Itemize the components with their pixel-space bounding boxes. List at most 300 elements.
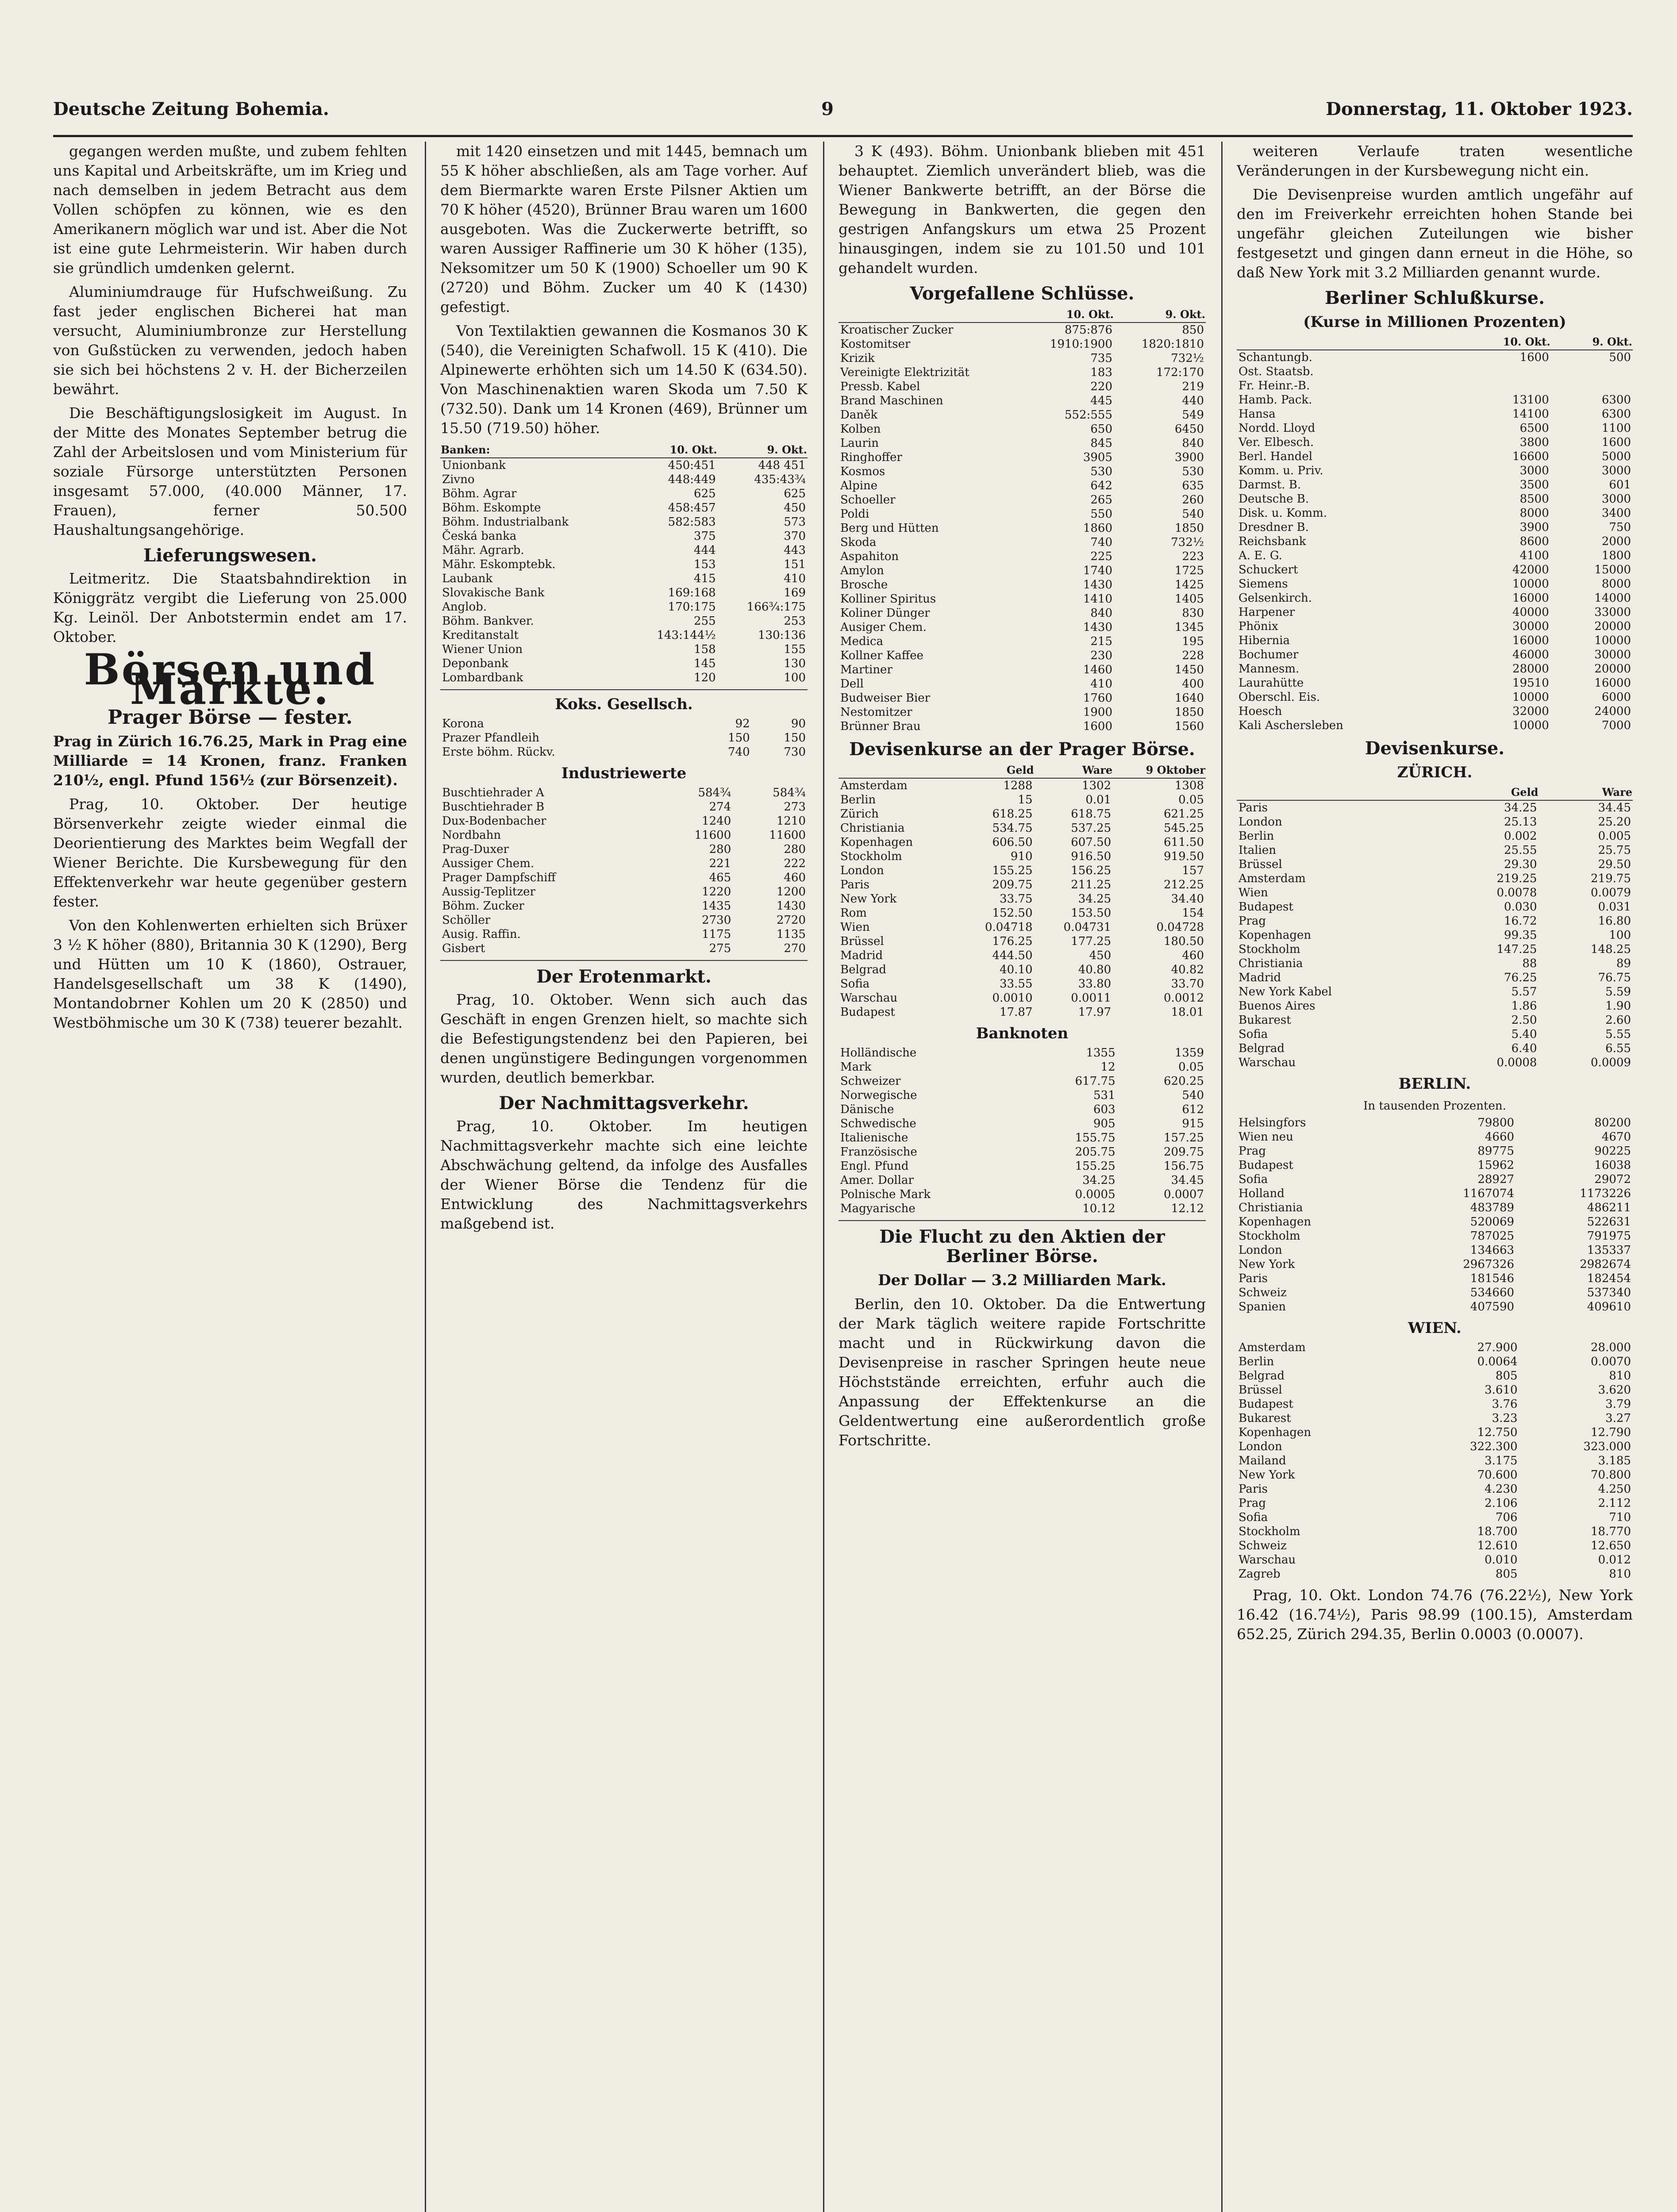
table-cell: 40.80 — [1078, 963, 1112, 976]
column-3 — [838, 142, 1206, 2212]
table-cell: 151 — [784, 558, 806, 571]
row-label: Kopenhagen — [1239, 1426, 1312, 1439]
table-cell: 2.60 — [1605, 1014, 1631, 1027]
table-cell: 12.650 — [1591, 1539, 1631, 1552]
table-cell: 0.002 — [1504, 830, 1537, 843]
row-label: Warschau — [1239, 1553, 1296, 1567]
table-row — [838, 807, 1206, 821]
table-row — [1237, 648, 1633, 662]
row-label: Berlin — [1239, 830, 1274, 843]
table-cell: 12 — [1100, 1060, 1115, 1074]
table-cell: 169 — [784, 586, 806, 599]
row-label: Schweiz — [1239, 1539, 1287, 1552]
table-cell: 17.97 — [1078, 1006, 1112, 1019]
table-row — [838, 963, 1206, 977]
table-cell: 732½ — [1171, 352, 1204, 365]
table-cell: 1435 — [702, 899, 731, 913]
table-cell: 18.700 — [1477, 1525, 1518, 1538]
table-cell: 618.75 — [1071, 807, 1112, 821]
table-cell: 212.25 — [1164, 878, 1204, 891]
table-row — [1237, 435, 1633, 449]
table-cell: 14100 — [1512, 407, 1549, 421]
article-paragraph: mit 1420 einsetzen und mit 1445, bemnach um 55 K höher abschließen, als am Tage vorher. Auf dem Biermarkte waren Erste Pilsner Aktien um 70 K höher (4520), Brünner Brau waren um 1600 ausgeboten. Was die Zuckerwerte betrifft, so waren Aussiger Raffinerie um 30 K höher (135), Neksomitzer um 50 K (1900) Schoeller um 90 K (2720) und Böhm. Zucker um 40 K (1430) gefestigt. — [440, 142, 808, 315]
table-cell: 520069 — [1470, 1215, 1515, 1229]
table-row — [440, 557, 808, 572]
table-cell: 905 — [1093, 1117, 1115, 1130]
table-cell: 611.50 — [1164, 836, 1204, 849]
table-cell: 27.900 — [1477, 1341, 1518, 1354]
table-cell: 28927 — [1477, 1173, 1515, 1186]
row-label: Aussiger Chem. — [442, 857, 535, 870]
table-cell: 157.25 — [1164, 1131, 1204, 1144]
table-cell: 34.45 — [1171, 1174, 1204, 1187]
table-row — [440, 927, 808, 941]
row-label: Darmst. B. — [1239, 478, 1301, 492]
article-paragraph: gegangen werden mußte, und zubem fehlten uns Kapital und Arbeitskräfte, um im Krieg und nach demselben in jedem Betracht aus dem Vollen schöpfen zu können, wie es den Amerikanern möglich war und ist. Aber die Not ist eine gute Lehrmeisterin. Wir haben durch sie gründlich umdenken gelernt. — [53, 142, 407, 276]
table-row — [838, 592, 1206, 606]
row-label: Amer. Dollar — [840, 1174, 914, 1187]
table-cell: 465 — [709, 871, 731, 884]
table-cell: 620.25 — [1164, 1075, 1204, 1088]
row-label: Helsingfors — [1239, 1116, 1306, 1129]
table-cell: 1410 — [1083, 592, 1113, 606]
table-cell: 13100 — [1512, 393, 1549, 407]
table-cell: 40.10 — [1000, 963, 1033, 976]
table-row — [1237, 605, 1633, 619]
table-cell: 6300 — [1601, 393, 1631, 407]
row-label: Hoesch — [1239, 705, 1282, 718]
table-subheading: WIEN. — [1408, 1319, 1462, 1337]
table-cell: 33.70 — [1171, 977, 1204, 991]
table-cell: 5.57 — [1511, 985, 1537, 998]
row-label: Nestomitzer — [840, 706, 912, 719]
row-label: Nordd. Lloyd — [1239, 422, 1315, 435]
row-label: Engl. Pfund — [840, 1160, 909, 1173]
table-row — [1237, 1229, 1633, 1243]
table-cell: 445 — [1090, 394, 1113, 407]
row-label: Dänische — [840, 1103, 894, 1116]
article-paragraph: Prag, 10. Oktober. Wenn sich auch das Geschäft in engen Grenzen hielt, so machte sich die Befestigungstendenz bei den Papieren, bei denen ungünstigere Bedingungen vorgenommen wurden, deutlich bemerkbar. — [440, 991, 808, 1086]
table-row — [838, 649, 1206, 663]
table-row — [1237, 999, 1633, 1013]
table-cell: 549 — [1182, 408, 1204, 422]
table-cell: 10000 — [1512, 577, 1549, 591]
table-cell: 5.59 — [1605, 985, 1631, 998]
table-cell: 24000 — [1594, 705, 1631, 718]
table-cell: 29.50 — [1598, 858, 1631, 871]
row-label: Kollner Kaffee — [840, 649, 924, 662]
row-label: Gelsenkirch. — [1239, 591, 1312, 605]
table-row — [1237, 1041, 1633, 1056]
table-row — [1237, 619, 1633, 634]
table-row — [1237, 1027, 1633, 1041]
table-row — [838, 977, 1206, 991]
row-label: Amylon — [840, 564, 884, 577]
row-label: Wien neu — [1239, 1130, 1293, 1144]
table-row — [1237, 1116, 1633, 1130]
table-cell: 33.55 — [1000, 977, 1033, 991]
row-label: New York Kabel — [1239, 985, 1332, 998]
table-cell: 11600 — [694, 829, 731, 842]
table-row — [1237, 1130, 1633, 1144]
table-cell: 448 451 — [758, 459, 806, 472]
table-cell: 322.300 — [1470, 1440, 1518, 1453]
table-cell: 710 — [1609, 1511, 1631, 1524]
row-label: Budweiser Bier — [840, 691, 931, 705]
table-cell: 2982674 — [1580, 1258, 1631, 1271]
row-label: Deponbank — [442, 657, 508, 670]
table-subheading: Industriewerte — [561, 764, 687, 782]
row-label: Schweizer — [840, 1075, 901, 1088]
row-label: Brosche — [840, 578, 888, 591]
table-row — [838, 1074, 1206, 1088]
table-cell: 0.0008 — [1496, 1056, 1537, 1069]
table-cell: 740 — [728, 745, 750, 759]
row-label: Lombardbank — [442, 671, 523, 684]
table-cell: 1135 — [776, 928, 806, 941]
table-row — [838, 380, 1206, 394]
table-cell: 135337 — [1587, 1244, 1631, 1257]
row-label: Prag-Duxer — [442, 843, 509, 856]
section-heading: Devisenkurse. — [1365, 738, 1505, 759]
table-cell: 1405 — [1174, 592, 1204, 606]
table-cell: 156.25 — [1071, 864, 1112, 877]
section-subheading: (Kurse in Millionen Prozenten) — [1303, 313, 1566, 331]
table-cell — [1551, 379, 1633, 393]
row-label: Buschtiehrader B — [442, 800, 545, 814]
koks-table — [440, 717, 808, 759]
table-cell: 6450 — [1174, 422, 1204, 436]
row-label: Zürich — [840, 807, 879, 821]
table-row — [838, 1202, 1206, 1216]
table-row — [1237, 350, 1633, 365]
table-cell: 4.230 — [1485, 1482, 1518, 1496]
row-label: Rom — [840, 906, 867, 920]
table-cell: 134663 — [1470, 1244, 1515, 1257]
row-label: Stockholm — [840, 850, 902, 863]
table-row — [1237, 662, 1633, 676]
table-row — [440, 814, 808, 828]
table-row — [1237, 1201, 1633, 1215]
table-cell: 153 — [694, 558, 716, 571]
table-cell: 617.75 — [1075, 1075, 1115, 1088]
table-cell: 221 — [709, 857, 731, 870]
row-label: Paris — [1239, 1482, 1268, 1496]
table-cell: 3900 — [1174, 451, 1204, 464]
table-header: Geld — [956, 763, 1035, 778]
table-cell: 120 — [694, 671, 716, 684]
table-cell: 621.25 — [1164, 807, 1204, 821]
table-cell: 3.610 — [1485, 1383, 1518, 1397]
table-row — [1237, 956, 1633, 971]
table-cell: 415 — [694, 572, 716, 585]
row-label: Kolben — [840, 422, 881, 436]
divider — [440, 689, 808, 690]
row-label: Paris — [1239, 1272, 1268, 1285]
table-cell: 1725 — [1174, 564, 1204, 577]
table-cell: 0.05 — [1178, 793, 1204, 806]
table-cell: 3000 — [1601, 464, 1631, 477]
table-row — [1237, 1397, 1633, 1411]
row-label: Ausiger Chem. — [840, 621, 927, 634]
table-row — [1237, 1243, 1633, 1257]
table-row — [1237, 1300, 1633, 1314]
table-row — [440, 856, 808, 871]
table-cell: 2000 — [1601, 535, 1631, 548]
table-row — [1237, 1553, 1633, 1567]
row-label: Berl. Handel — [1239, 450, 1313, 463]
section-heading: Berliner Schlußkurse. — [1324, 288, 1545, 308]
table-cell: 195 — [1182, 635, 1204, 648]
table-row — [440, 614, 808, 628]
table-cell: 1220 — [702, 885, 731, 899]
table-row — [1237, 421, 1633, 435]
row-label: Schöller — [442, 914, 491, 927]
table-row — [838, 991, 1206, 1005]
table-cell: 440 — [1182, 394, 1204, 407]
column-divider — [823, 142, 824, 2212]
table-cell: 29072 — [1594, 1173, 1631, 1186]
table-cell: 16000 — [1512, 634, 1549, 647]
table-row — [1237, 1271, 1633, 1286]
table-cell: 6.40 — [1511, 1042, 1537, 1055]
table-cell: 1560 — [1174, 720, 1204, 733]
row-label: Mark — [840, 1060, 872, 1074]
row-label: Zivno — [442, 473, 475, 486]
table-row — [1237, 1383, 1633, 1397]
row-label: Schuckert — [1239, 563, 1298, 576]
table-header: Geld — [1445, 785, 1539, 800]
table-cell: 3000 — [1519, 464, 1549, 477]
table-row — [440, 543, 808, 557]
table-cell: 155.75 — [1075, 1131, 1115, 1144]
article-paragraph: Leitmeritz. Die Staatsbahndirektion in Königgrätz vergibt die Lieferung von 25.000 Kg. Leinöl. Der Anbotstermin endet am 17. Oktober. — [53, 570, 407, 645]
table-cell: 1355 — [1086, 1046, 1115, 1060]
table-cell: 3500 — [1519, 478, 1549, 492]
row-label: Christiania — [840, 822, 905, 835]
table-cell: 0.04718 — [985, 921, 1033, 934]
table-row — [1237, 1440, 1633, 1454]
table-row — [1237, 886, 1633, 900]
table-cell: 10000 — [1512, 719, 1549, 732]
table-row — [1237, 492, 1633, 506]
table-row — [838, 1005, 1206, 1019]
row-label: Laurin — [840, 437, 879, 450]
table-cell: 530 — [1182, 465, 1204, 478]
section-heading: Vorgefallene Schlüsse. — [910, 283, 1135, 304]
table-cell: 230 — [1090, 649, 1113, 662]
table-row — [1237, 549, 1633, 563]
header-rule — [53, 135, 1633, 137]
table-row — [1237, 1425, 1633, 1440]
divider — [440, 960, 808, 961]
table-cell: 0.0010 — [992, 991, 1033, 1005]
row-label: Deutsche B. — [1239, 492, 1309, 506]
table-cell: 919.50 — [1164, 850, 1204, 863]
table-row — [1237, 1496, 1633, 1510]
table-cell: 182454 — [1587, 1272, 1631, 1285]
row-label: Norwegische — [840, 1089, 917, 1102]
table-cell: 0.010 — [1485, 1553, 1518, 1567]
table-cell: 537340 — [1587, 1286, 1631, 1299]
table-row — [1237, 1187, 1633, 1201]
table-cell: 2.50 — [1511, 1014, 1537, 1027]
table-row — [838, 719, 1206, 733]
header-page-number: 9 — [821, 99, 834, 119]
table-row — [1237, 449, 1633, 464]
table-cell: 540 — [1182, 507, 1204, 521]
table-cell: 4660 — [1485, 1130, 1515, 1144]
row-label: Kostomitser — [840, 338, 911, 351]
table-row — [1237, 1355, 1633, 1369]
table-cell: 18.01 — [1171, 1006, 1204, 1019]
table-cell: 15000 — [1594, 563, 1631, 576]
table-cell: 444.50 — [992, 949, 1033, 962]
table-cell: 152.50 — [992, 906, 1033, 920]
table-cell: 3.175 — [1485, 1454, 1518, 1467]
table-cell: 92 — [735, 717, 750, 730]
table-row — [838, 351, 1206, 365]
table-cell: 16000 — [1512, 591, 1549, 605]
row-label: Aspahiton — [840, 550, 899, 563]
table-row — [440, 842, 808, 856]
table-cell: 448:449 — [668, 473, 716, 486]
table-cell: 16038 — [1594, 1159, 1631, 1172]
table-cell: 157 — [1182, 864, 1204, 877]
row-label: Amsterdam — [1239, 872, 1306, 885]
table-cell: 222 — [784, 857, 806, 870]
table-cell: 607.50 — [1071, 836, 1112, 849]
table-cell: 89 — [1616, 957, 1631, 970]
row-label: Prag — [1239, 1497, 1266, 1510]
header-masthead: Deutsche Zeitung Bohemia. — [53, 99, 329, 119]
table-cell: 219.75 — [1591, 872, 1631, 885]
table-cell: 1900 — [1083, 706, 1113, 719]
row-label: Belgrad — [1239, 1369, 1285, 1382]
row-label: Kopenhagen — [1239, 1215, 1312, 1229]
row-label: Pressb. Kabel — [840, 380, 920, 393]
table-row — [838, 450, 1206, 465]
devisen-prag-table — [838, 763, 1206, 1019]
table-cell: 219.25 — [1496, 872, 1537, 885]
table-cell: 582:583 — [668, 515, 716, 529]
table-cell: 270 — [784, 942, 806, 955]
table-cell: 3.27 — [1605, 1412, 1631, 1425]
table-row — [440, 472, 808, 487]
table-cell: 28.000 — [1591, 1341, 1631, 1354]
table-cell: 805 — [1495, 1369, 1518, 1382]
row-label: Brüssel — [1239, 1383, 1282, 1397]
table-cell: 522631 — [1587, 1215, 1631, 1229]
table-cell: 33.80 — [1078, 977, 1112, 991]
table-cell: 1740 — [1083, 564, 1113, 577]
table-cell: 1359 — [1174, 1046, 1204, 1060]
table-cell: 253 — [784, 614, 806, 628]
table-cell: 88 — [1522, 957, 1537, 970]
table-cell: 150 — [728, 731, 750, 745]
table-cell: 1200 — [776, 885, 806, 899]
table-cell: 0.0009 — [1591, 1056, 1631, 1069]
row-label: Schwedische — [840, 1117, 916, 1130]
table-row — [1237, 985, 1633, 999]
row-label: Krizik — [840, 352, 875, 365]
table-row — [1237, 634, 1633, 648]
table-row — [1237, 1215, 1633, 1229]
table-cell: 16600 — [1512, 450, 1549, 463]
table-cell: 1430 — [1083, 621, 1113, 634]
row-label: Dell — [840, 677, 864, 691]
row-label: Dux-Bodenbacher — [442, 814, 546, 828]
row-label: Alpine — [840, 479, 878, 492]
table-row — [838, 535, 1206, 549]
row-label: Holland — [1239, 1187, 1285, 1200]
row-label: Böhm. Eskompte — [442, 501, 541, 515]
table-cell: 19510 — [1512, 676, 1549, 690]
table-cell: 534660 — [1470, 1286, 1515, 1299]
row-label: Sofia — [840, 977, 870, 991]
table-cell: 5.55 — [1605, 1028, 1631, 1041]
table-cell: 534.75 — [992, 822, 1033, 835]
table-cell: 612 — [1182, 1103, 1204, 1116]
table-cell: 34.25 — [1504, 801, 1537, 814]
table-row — [838, 934, 1206, 949]
table-cell: 1430 — [1083, 578, 1113, 591]
table-row — [838, 835, 1206, 849]
row-label: Česká banka — [442, 530, 517, 543]
row-label: Korona — [442, 717, 484, 730]
table-row — [440, 628, 808, 642]
row-label: Böhm. Agrar — [442, 487, 517, 500]
row-label: Ausig. Raffin. — [442, 928, 521, 941]
table-row — [1237, 464, 1633, 478]
table-header: 10. Okt. — [1454, 334, 1551, 350]
table-cell: 25.55 — [1504, 844, 1537, 857]
table-cell: 211.25 — [1071, 878, 1112, 891]
row-label: Prag — [1239, 914, 1266, 928]
row-label: Anglob. — [442, 600, 487, 614]
table-cell: 70.600 — [1477, 1468, 1518, 1482]
table-row — [440, 731, 808, 745]
table-cell: 16000 — [1594, 676, 1631, 690]
table-row — [838, 892, 1206, 906]
table-cell: 486211 — [1587, 1201, 1631, 1214]
row-label: Mannesm. — [1239, 662, 1300, 676]
article-paragraph: Prag, 10. Oktober. Im heutigen Nachmittagsverkehr machte sich eine leichte Abschwächung geltend, da infolge des Ausfalles der Wiener Börse die Tendenz für die Entwicklung des Nachmittagsverkehrs maßgebend ist. — [440, 1118, 808, 1232]
table-cell: 100 — [1609, 929, 1631, 942]
row-label: Kopenhagen — [1239, 929, 1312, 942]
table-cell: 8500 — [1519, 492, 1549, 506]
table-cell: 545.25 — [1164, 822, 1204, 835]
row-label: Madrid — [1239, 971, 1281, 984]
row-label: Aussig-Teplitzer — [442, 885, 535, 899]
table-cell: 25.13 — [1504, 815, 1537, 829]
table-row — [1237, 407, 1633, 421]
table-row — [440, 642, 808, 657]
table-cell: 16.72 — [1504, 914, 1537, 928]
table-cell: 16.80 — [1598, 914, 1631, 928]
table-cell: 0.012 — [1598, 1553, 1631, 1567]
table-cell: 0.0064 — [1477, 1355, 1518, 1368]
table-subheading: ZÜRICH. — [1397, 764, 1473, 781]
table-row — [838, 1088, 1206, 1102]
row-label: Wien — [1239, 886, 1268, 899]
table-row — [1237, 577, 1633, 591]
table-cell: 15 — [1018, 793, 1033, 806]
table-cell: 280 — [784, 843, 806, 856]
table-cell: 540 — [1182, 1089, 1204, 1102]
table-row — [440, 586, 808, 600]
table-row — [440, 671, 808, 685]
